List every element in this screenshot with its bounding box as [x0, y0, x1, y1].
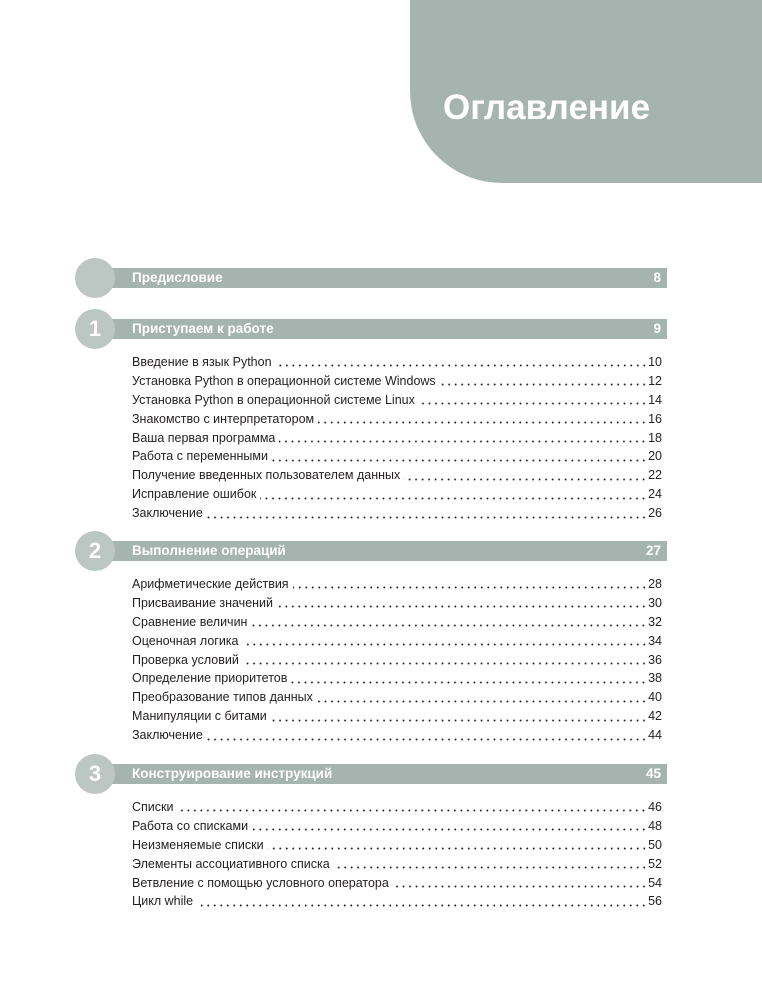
chapter-title: Выполнение операций [132, 543, 286, 558]
dot-leader [419, 391, 647, 410]
toc-entry-page: 14 [648, 392, 662, 407]
page-header [410, 0, 762, 183]
chapter-title: Конструирование инструкций [132, 766, 333, 781]
toc-entry-page: 54 [648, 875, 662, 890]
dot-leader [243, 632, 648, 651]
toc-entry-title: Арифметические действия [132, 577, 289, 591]
chapter-number-badge: 2 [75, 531, 115, 571]
toc-entry-title: Определение приоритетов [132, 671, 288, 686]
toc-entry [132, 447, 662, 466]
toc-entry-title: Исправление ошибок [132, 487, 257, 502]
chapter-heading-bar [95, 764, 667, 784]
dot-leader [243, 651, 647, 670]
toc-entry-page: 52 [648, 856, 662, 871]
preface-heading-bar [95, 268, 667, 288]
dot-leader [197, 892, 647, 911]
toc-entry [132, 410, 662, 429]
toc-entry [132, 632, 662, 651]
toc-entry-title: Установка Python в операционной системе Linux [132, 392, 415, 407]
toc-entry-page: 18 [648, 430, 662, 445]
dot-leader [276, 353, 648, 372]
dot-leader [279, 429, 647, 448]
preface-title: Предисловие [132, 270, 223, 285]
chapter-3-entries [132, 798, 662, 911]
chapter-heading-bar [95, 541, 667, 561]
toc-entry-page: 34 [648, 633, 662, 648]
chapter-2-heading [0, 531, 762, 571]
chapter-heading-bar [95, 319, 667, 339]
toc-entry-title: Оценочная логика [132, 633, 239, 648]
toc-entry-page: 56 [648, 894, 662, 909]
toc-entry [132, 798, 662, 817]
page-title: Оглавление [443, 88, 651, 127]
toc-entry-title: Проверка условий [132, 652, 239, 667]
toc-entry [132, 466, 662, 485]
toc-entry [132, 429, 662, 448]
dot-leader [207, 504, 647, 523]
toc-entry-page: 42 [648, 709, 662, 724]
toc-entry-title: Установка Python в операционной системе Windows [132, 373, 436, 388]
toc-entry-title: Получение введенных пользователем данных [132, 468, 401, 483]
dot-leader [268, 836, 648, 855]
toc-entry-page: 48 [648, 818, 662, 833]
toc-entry-page: 32 [648, 614, 662, 629]
dot-leader [260, 485, 647, 504]
toc-entry-title: Введение в язык Python [132, 355, 272, 369]
toc-entry [132, 353, 662, 372]
chapter-title: Приступаем к работе [132, 321, 274, 336]
toc-entry [132, 613, 662, 632]
toc-entry [132, 892, 662, 911]
chapter-1-heading [0, 309, 762, 349]
toc-entry-title: Неизменяемые списки [132, 837, 264, 852]
toc-entry [132, 372, 662, 391]
toc-entry-page: 26 [648, 506, 662, 521]
dot-leader [318, 410, 647, 429]
dot-leader [291, 669, 647, 688]
dot-leader [317, 688, 647, 707]
toc-entry-page: 36 [648, 652, 662, 667]
dot-leader [207, 726, 647, 745]
chapter-2-section [0, 531, 762, 745]
chapter-3-section [0, 754, 762, 911]
toc-entry-title: Сравнение величин [132, 614, 248, 629]
toc-entry-page: 24 [648, 487, 662, 502]
preface-badge [75, 258, 115, 298]
toc-entry-title: Заключение [132, 506, 203, 521]
dot-leader [404, 466, 647, 485]
toc-entry-page: 38 [648, 671, 662, 686]
toc-entry-title: Манипуляции с битами [132, 709, 267, 724]
toc-entry-title: Ветвление с помощью условного оператора [132, 875, 389, 890]
toc-entry [132, 874, 662, 893]
preface-heading [0, 258, 762, 298]
dot-leader [440, 372, 647, 391]
preface-section [0, 258, 762, 298]
chapter-number-badge: 1 [75, 309, 115, 349]
toc-entry-page: 28 [648, 577, 662, 591]
chapter-page-number: 9 [653, 321, 661, 336]
toc-entry [132, 669, 662, 688]
toc-entry [132, 707, 662, 726]
toc-entry [132, 391, 662, 410]
toc-entry-page: 10 [648, 355, 662, 369]
chapter-page-number: 27 [645, 543, 661, 558]
toc-entry-page: 20 [648, 449, 662, 464]
toc-entry [132, 817, 662, 836]
toc-entry [132, 726, 662, 745]
chapter-page-number: 45 [645, 766, 661, 781]
dot-leader [251, 613, 647, 632]
toc-entry [132, 836, 662, 855]
toc-entry-title: Элементы ассоциативного списка [132, 856, 330, 871]
toc-entry-page: 46 [648, 800, 662, 814]
toc-entry-title: Присваивание значений [132, 595, 274, 610]
toc-entry-title: Списки [132, 800, 174, 814]
toc-entry-title: Знакомство с интерпретатором [132, 411, 315, 426]
dot-leader [177, 798, 647, 817]
toc-entry-title: Цикл while [132, 894, 194, 909]
toc-entry-page: 50 [648, 837, 662, 852]
toc-entry-title: Заключение [132, 728, 203, 743]
toc-entry [132, 575, 662, 594]
dot-leader [293, 575, 648, 594]
toc-entry [132, 485, 662, 504]
toc-entry-title: Ваша первая программа [132, 430, 276, 445]
toc-entry-page: 16 [648, 411, 662, 426]
chapter-1-section [0, 309, 762, 523]
toc-entry [132, 594, 662, 613]
toc-entry-page: 12 [648, 373, 662, 388]
dot-leader [334, 855, 647, 874]
toc-entry-page: 40 [648, 690, 662, 705]
dot-leader [252, 817, 647, 836]
dot-leader [272, 447, 647, 466]
dot-leader [277, 594, 647, 613]
toc-entry-page: 30 [648, 595, 662, 610]
toc-entry-title: Работа с переменными [132, 449, 268, 464]
toc-entry-title: Преобразование типов данных [132, 690, 313, 705]
toc-entry [132, 504, 662, 523]
toc-entry-page: 44 [648, 728, 662, 743]
preface-page-number: 8 [653, 270, 661, 285]
toc-entry-title: Работа со списками [132, 818, 249, 833]
chapter-1-entries [132, 353, 662, 523]
toc-entry [132, 855, 662, 874]
toc-entry [132, 688, 662, 707]
toc-entry-page: 22 [648, 468, 662, 483]
dot-leader [271, 707, 647, 726]
chapter-2-entries [132, 575, 662, 745]
dot-leader [393, 874, 647, 893]
toc-entry [132, 651, 662, 670]
chapter-number-badge: 3 [75, 754, 115, 794]
chapter-3-heading [0, 754, 762, 794]
